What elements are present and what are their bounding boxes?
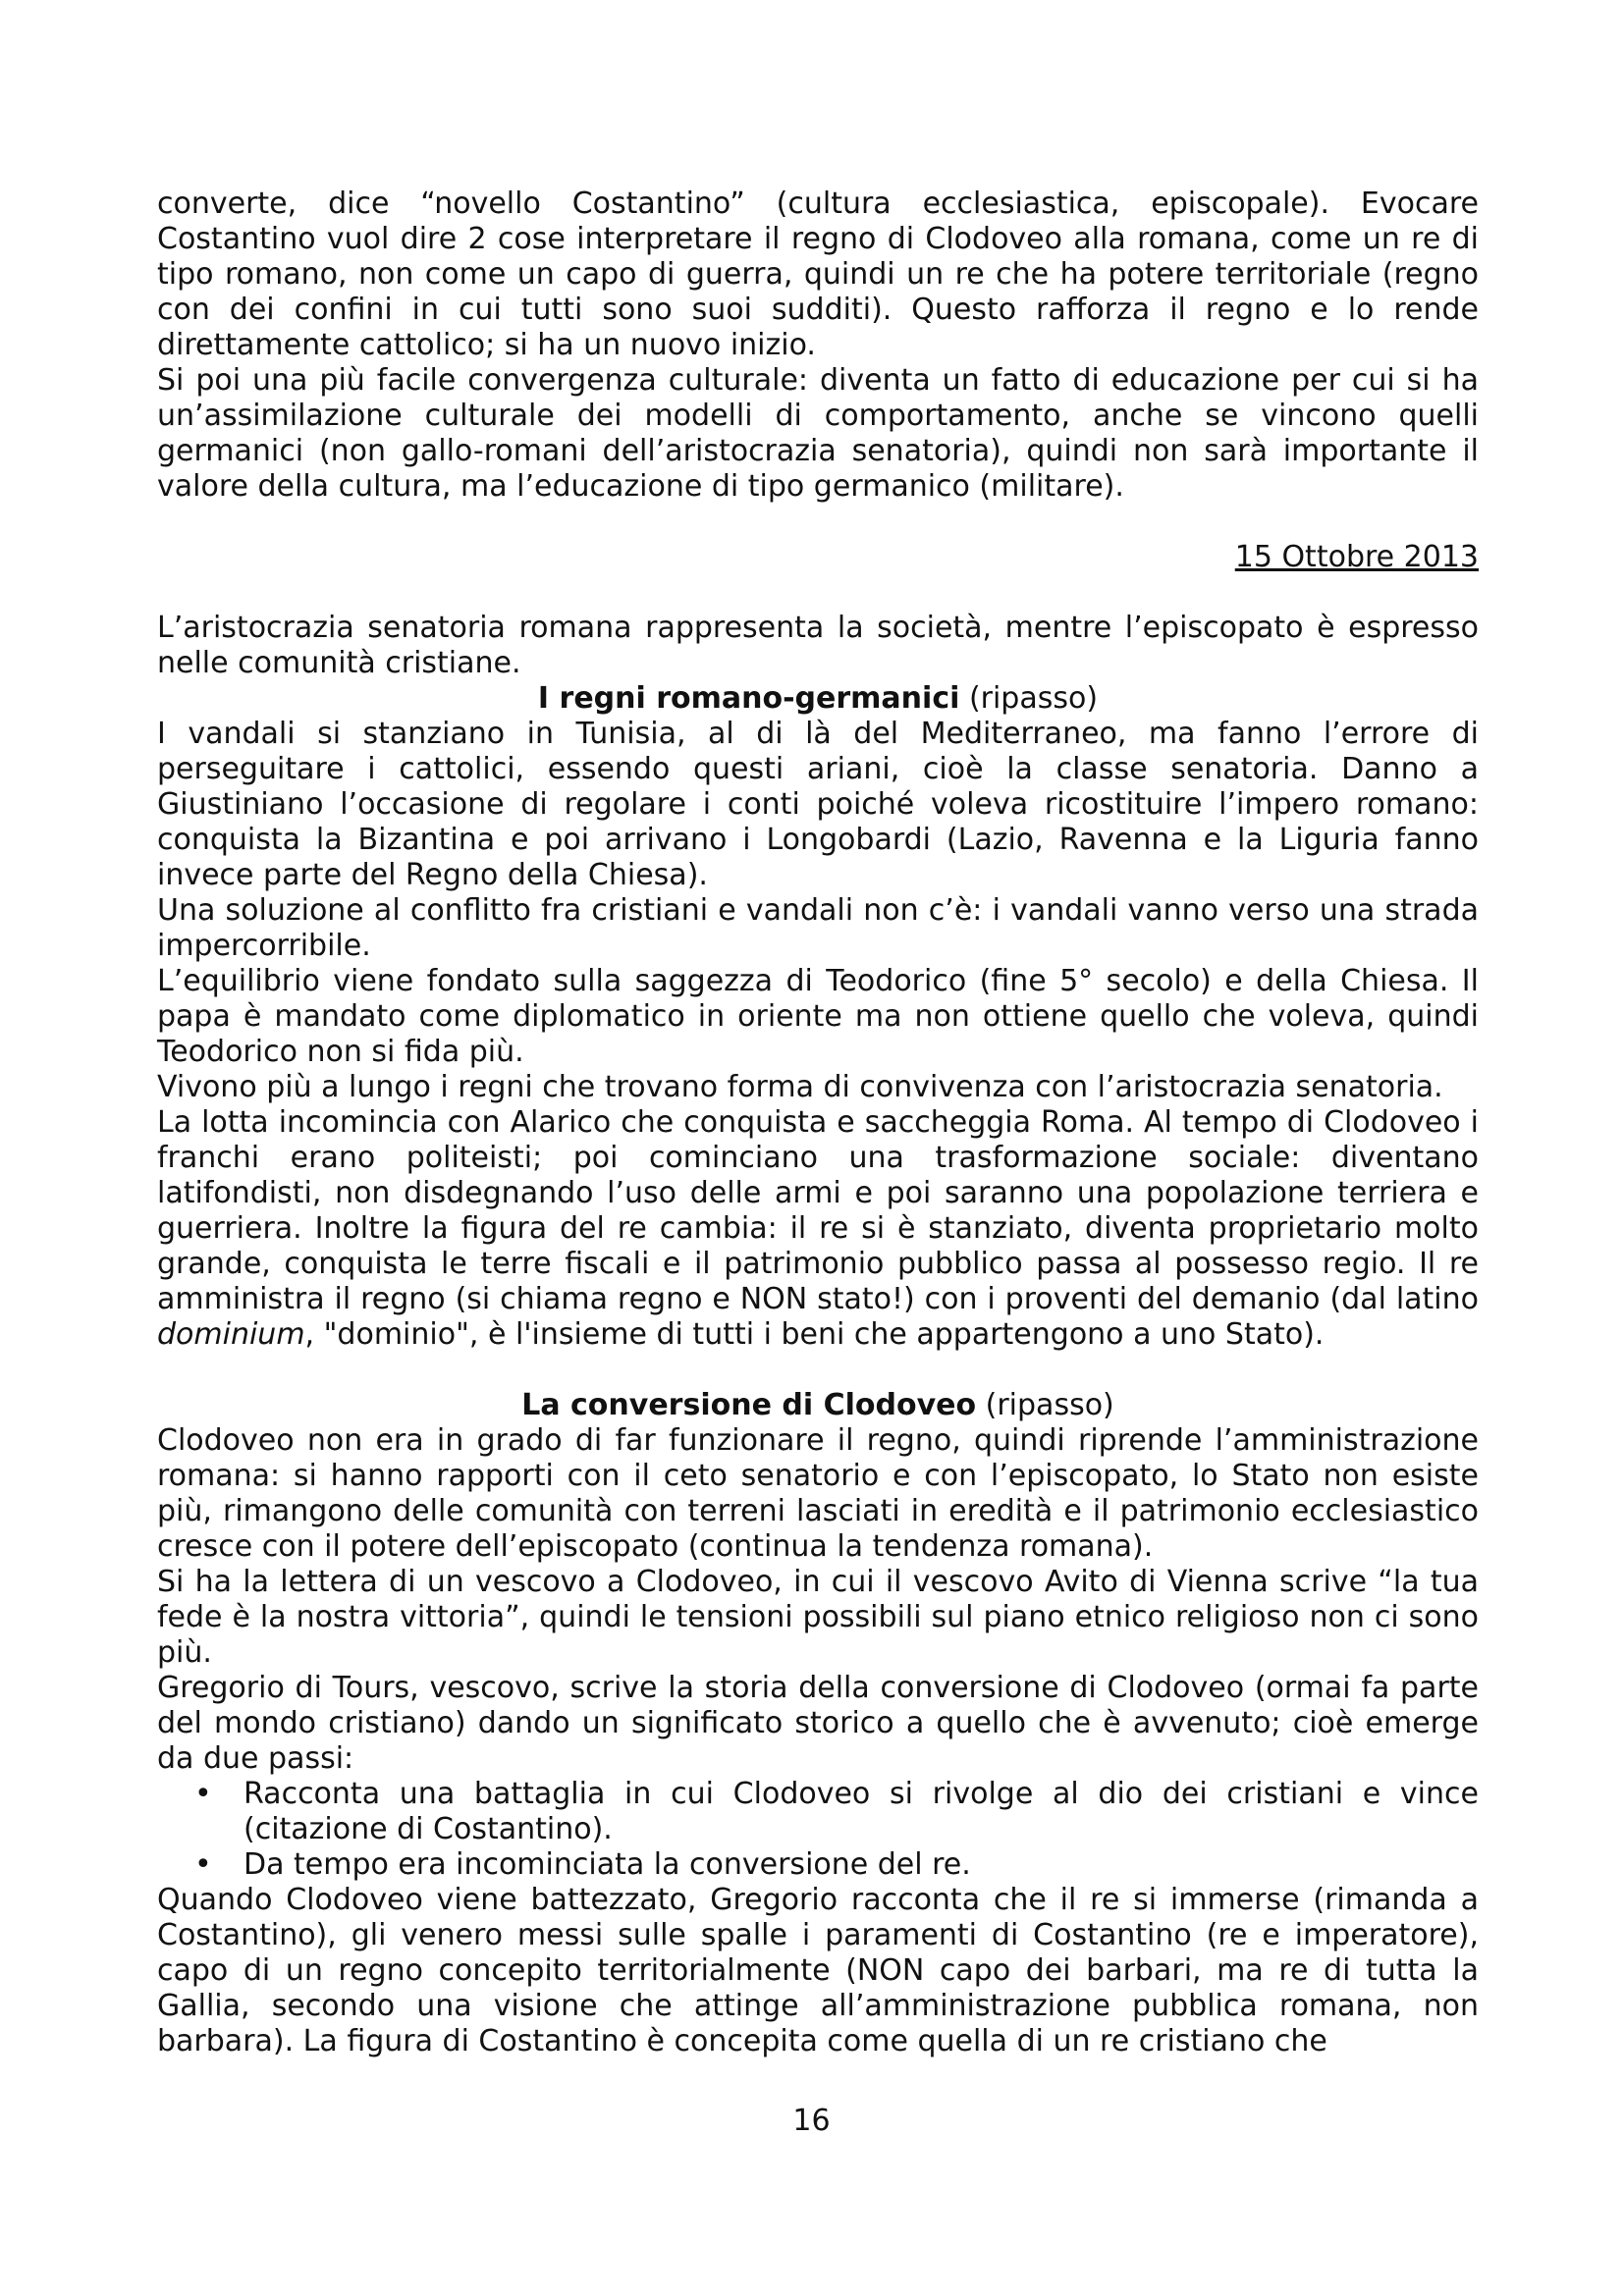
section1-paragraph-2: Una soluzione al conflitto fra cristiani e vandali non c’è: i vandali vanno verso una strada impercorribile. — [157, 893, 1479, 963]
italic-term: dominium — [157, 1317, 305, 1352]
paragraph-text: La lotta incomincia con Alarico che conquista e saccheggia Roma. Al tempo di Clodoveo i franchi erano politeisti; poi cominciano una trasformazione sociale: diventano latifondisti, non disdegnando l’uso delle armi e poi saranno una popolazione terriera e guerriera. Inoltre la figura del re cambia: il re si è stanziato, diventa proprietario molto grande, conquista le terre fiscali e il patrimonio pubblico passa al possesso regio. Il re amministra il regno (si chiama regno e NON stato!) con i proventi del demanio (dal latino — [157, 1105, 1479, 1316]
section2-paragraph-3: Gregorio di Tours, vescovo, scrive la storia della conversione di Clodoveo (ormai fa parte del mondo cristiano) dando un significato storico a quello che è avvenuto; cioè emerge da due passi: — [157, 1671, 1479, 1776]
section2-paragraph-1: Clodoveo non era in grado di far funzionare il regno, quindi riprende l’amministrazione romana: si hanno rapporti con il ceto senatorio e con l’episcopato, lo Stato non esiste più, rimangono delle comunità con terreni lasciati in eredità e il patrimonio ecclesiastico cresce con il potere dell’episcopato (continua la tendenza romana). — [157, 1423, 1479, 1564]
section-note: (ripasso) — [968, 681, 1099, 716]
date-paragraph: L’aristocrazia senatoria romana rappresenta la società, mentre l’episcopato è espresso nelle comunità cristiane. — [157, 611, 1479, 680]
section1-paragraph-1: I vandali si stanziano in Tunisia, al di là del Mediterraneo, ma fanno l’errore di perseguitare i cattolici, essendo questi ariani, cioè la classe senatoria. Danno a Giustiniano l’occasione di regolare i conti poiché voleva ricostituire l’impero romano: conquista la Bizantina e poi arrivano i Longobardi (Lazio, Ravenna e la Liguria fanno invece parte del Regno della Chiesa). — [157, 717, 1479, 892]
spacer — [157, 1353, 1479, 1388]
section2-paragraph-2: Si ha la lettera di un vescovo a Clodoveo, in cui il vescovo Avito di Vienna scrive “la tua fede è la nostra vittoria”, quindi le tensioni possibili sul piano etnico religioso non ci sono più. — [157, 1565, 1479, 1670]
section-heading-regni — [157, 681, 1479, 717]
section-heading-conversione — [157, 1388, 1479, 1423]
intro-paragraph-2: Si poi una più facile convergenza culturale: diventa un fatto di educazione per cui si ha un’assimilazione culturale dei modelli di comportamento, anche se vincono quelli germanici (non gallo-romani dell’aristocrazia senatoria), quindi non sarà importante il valore della cultura, ma l’educazione di tipo germanico (militare). — [157, 363, 1479, 504]
section-title: La conversione di Clodoveo — [521, 1388, 977, 1422]
section2-closing-paragraph: Quando Clodoveo viene battezzato, Gregorio racconta che il re si immerse (rimanda a Costantino), gli venero messi sulle spalle i paramenti di Costantino (re e imperatore), capo di un regno concepito territorialmente (NON capo dei barbari, ma re di tutta la Gallia, secondo una visione che attinge all’amministrazione pubblica romana, non barbara). La figura di Costantino è concepita come quella di un re cristiano che — [157, 1883, 1479, 2058]
page-number: 16 — [792, 2104, 831, 2138]
section1-paragraph-4: Vivono più a lungo i regni che trovano forma di convivenza con l’aristocrazia senatoria. — [157, 1070, 1443, 1104]
bullet-list — [157, 1777, 1479, 1883]
document-page — [157, 187, 1479, 2059]
section1-paragraph-5 — [157, 1105, 1479, 1353]
section-title: I regni romano-germanici — [537, 681, 960, 716]
paragraph-text-end: , "dominio", è l'insieme di tutti i beni che appartengono a uno Stato). — [304, 1317, 1325, 1352]
section1-paragraph-3: L’equilibrio viene fondato sulla saggezza di Teodorico (fine 5° secolo) e della Chiesa. Il papa è mandato come diplomatico in oriente ma non ottiene quello che voleva, quindi Teodorico non si fida più. — [157, 964, 1479, 1069]
lecture-date: 15 Ottobre 2013 — [1234, 540, 1479, 574]
bullet-item: • Da tempo era incominciata la conversione del re. — [243, 1847, 1479, 1883]
intro-paragraph-1: converte, dice “novello Costantino” (cultura ecclesiastica, episcopale). Evocare Costantino vuol dire 2 cose interpretare il regno di Clodoveo alla romana, come un re di tipo romano, non come un capo di guerra, quindi un re che ha potere territoriale (regno con dei confini in cui tutti sono suoi sudditi). Questo rafforza il regno e lo rende direttamente cattolico; si ha un nuovo inizio. — [157, 187, 1479, 362]
section-note: (ripasso) — [985, 1388, 1114, 1422]
bullet-item: • Racconta una battaglia in cui Clodoveo si rivolge al dio dei cristiani e vince (citazione di Costantino). — [243, 1777, 1479, 1847]
